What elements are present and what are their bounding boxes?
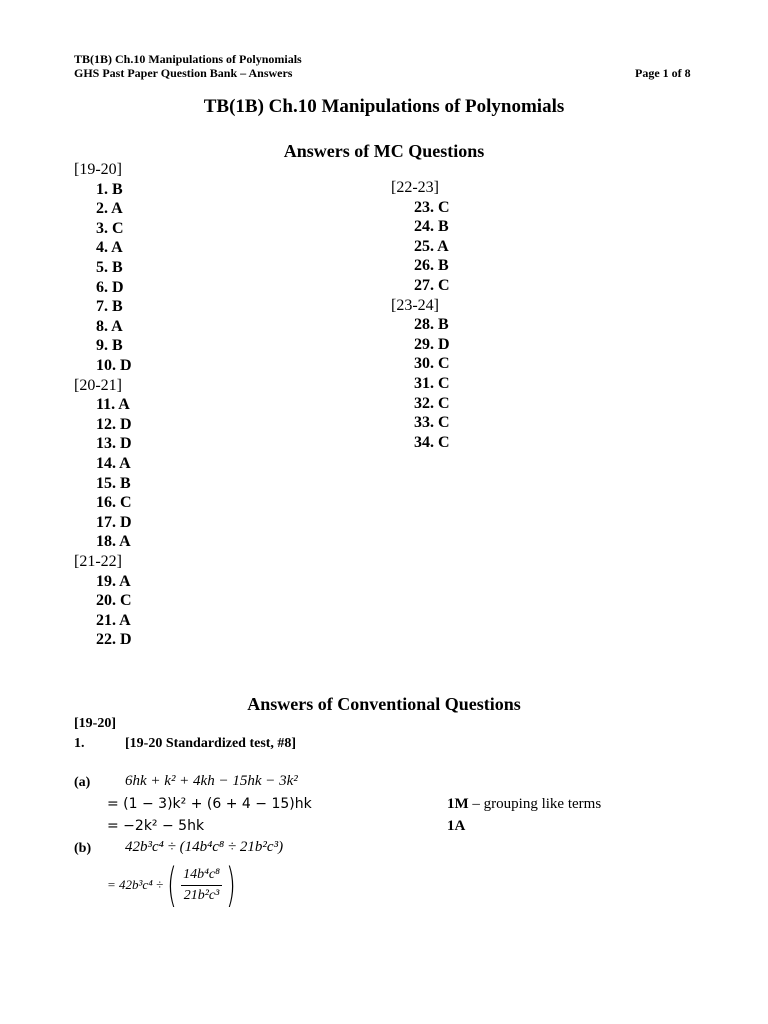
mc-answer-item: 21. A bbox=[96, 611, 131, 629]
mc-answer-item: 2. A bbox=[96, 200, 123, 218]
header-title: TB(1B) Ch.10 Manipulations of Polynomials bbox=[74, 52, 302, 66]
mc-answer-item: 26. B bbox=[414, 257, 449, 275]
mc-group-label: [19-20] bbox=[74, 161, 122, 178]
mc-answer-item: 16. C bbox=[96, 494, 132, 512]
mc-answer-item: 14. A bbox=[96, 455, 131, 472]
mc-answer-item: 12. D bbox=[96, 415, 132, 433]
mc-answer-item: 11. A bbox=[96, 396, 130, 414]
mc-answer-item: 15. B bbox=[96, 474, 131, 492]
mc-answer-item: 24. B bbox=[414, 218, 449, 236]
mark-1m bbox=[447, 796, 601, 813]
mc-answer-item: 34. C bbox=[414, 433, 450, 451]
part-a-step-grouping: = (1 − 3)k² + (6 + 4 − 15)hk bbox=[107, 796, 312, 812]
mc-answer-item: 32. C bbox=[414, 394, 450, 412]
mark-1m-code: 1M bbox=[447, 796, 469, 812]
mc-answer-item: 9. B bbox=[96, 337, 123, 355]
question-number: 1. bbox=[74, 736, 85, 751]
conventional-heading: Answers of Conventional Questions bbox=[247, 694, 521, 714]
mc-answer-item: 1. B bbox=[96, 180, 123, 198]
page-title: TB(1B) Ch.10 Manipulations of Polynomials bbox=[203, 96, 565, 117]
mc-group-label: [20-21] bbox=[74, 376, 122, 394]
mc-answer-item: 6. D bbox=[96, 278, 124, 296]
mark-1m-note: – grouping like terms bbox=[468, 796, 602, 812]
part-a-label: (a) bbox=[74, 775, 91, 790]
mc-group-label: [21-22] bbox=[74, 553, 122, 570]
left-paren: ( bbox=[167, 858, 178, 912]
mc-answer-item: 31. C bbox=[414, 375, 450, 392]
mc-answer-item: 17. D bbox=[96, 513, 132, 531]
mc-answer-item: 13. D bbox=[96, 435, 132, 453]
part-b-expression: 42b³c⁴ ÷ (14b⁴c⁸ ÷ 21b²c³) bbox=[125, 839, 284, 855]
mc-answer-item: 3. C bbox=[96, 219, 124, 237]
mark-1a: 1A bbox=[447, 818, 466, 834]
part-b-label: (b) bbox=[74, 841, 92, 856]
mc-answer-item: 22. D bbox=[96, 631, 132, 649]
right-paren: ) bbox=[226, 858, 236, 912]
mc-answer-item: 30. C bbox=[414, 355, 450, 373]
mc-answer-item: 10. D bbox=[96, 357, 132, 374]
part-a-step-result: = −2k² − 5hk bbox=[107, 818, 205, 834]
part-a-expression: 6hk + k² + 4kh − 15hk − 3k² bbox=[125, 773, 298, 789]
fraction-denominator: 21b²c³ bbox=[183, 887, 220, 903]
fraction-expression bbox=[107, 858, 240, 912]
fraction-numerator: 14b⁴c⁸ bbox=[181, 867, 222, 886]
mc-answer-item: 19. A bbox=[96, 572, 131, 590]
mc-answer-item: 28. B bbox=[414, 316, 449, 334]
mc-answer-item: 5. B bbox=[96, 259, 123, 276]
mc-answer-item: 33. C bbox=[414, 414, 450, 432]
page-number: Page 1 of 8 bbox=[635, 66, 691, 80]
mc-answer-item: 23. C bbox=[414, 198, 450, 216]
part-b-step-prefix: = 42b³c⁴ ÷ bbox=[107, 877, 164, 892]
mc-answer-item: 4. A bbox=[96, 239, 123, 257]
mc-answer-item: 20. C bbox=[96, 592, 132, 610]
part-b-step-fraction bbox=[107, 858, 240, 912]
fraction bbox=[181, 867, 222, 904]
mc-group-label: [23-24] bbox=[391, 296, 439, 314]
question-source: [19-20 Standardized test, #8] bbox=[125, 736, 297, 751]
mc-answer-item: 8. A bbox=[96, 317, 123, 335]
mc-answer-item: 18. A bbox=[96, 533, 131, 551]
mc-heading: Answers of MC Questions bbox=[283, 141, 485, 161]
mc-group-label: [22-23] bbox=[391, 179, 439, 196]
mc-answer-item: 7. B bbox=[96, 298, 123, 316]
mc-answer-item: 29. D bbox=[414, 335, 450, 353]
header-subtitle: GHS Past Paper Question Bank – Answers bbox=[74, 66, 293, 80]
mc-answer-item: 27. C bbox=[414, 277, 450, 294]
mc-answer-item: 25. A bbox=[414, 237, 449, 255]
conv-group-label: [19-20] bbox=[74, 716, 116, 731]
